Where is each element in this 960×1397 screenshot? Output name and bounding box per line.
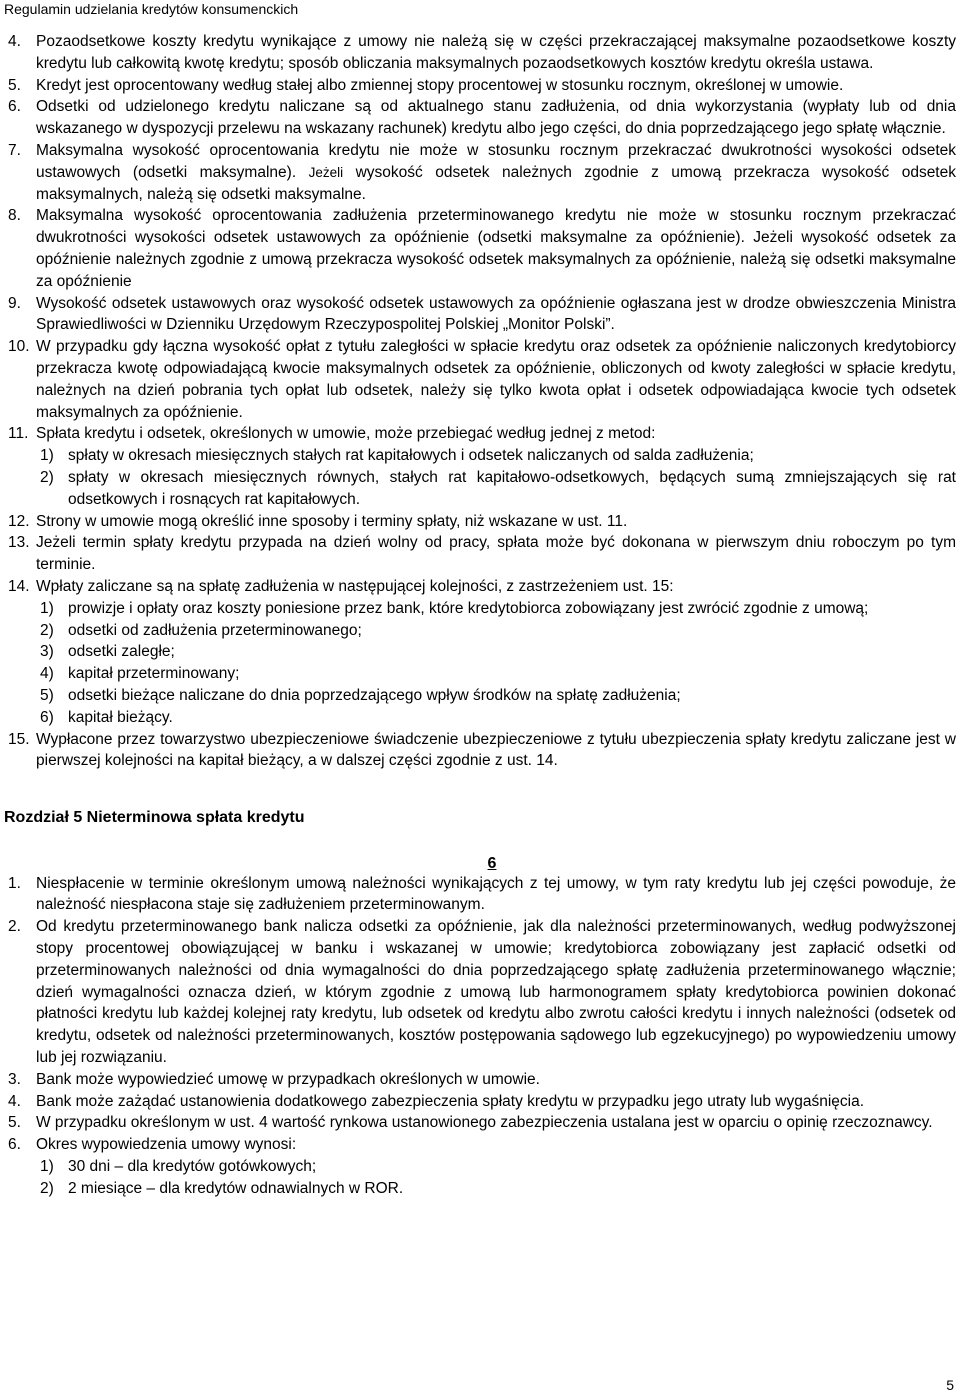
list-item-number: 2. (8, 918, 21, 936)
list-item (8, 1069, 956, 1091)
list-item-text: odsetki od zadłużenia przeterminowanego; (68, 621, 362, 639)
list-item-text-small: Jeżeli (308, 164, 344, 180)
list-item-text: W przypadku określonym w ust. 4 wartość rynkowa ustanowionego zabezpieczenia ustalana jest w oparciu o opinię rzeczoznawcy. (36, 1114, 933, 1132)
list-item (8, 532, 956, 576)
list-item-number: 4. (8, 1092, 21, 1110)
list-item-text: Kredyt jest oprocentowany według stałej albo zmiennej stopy procentowej w stosunku rocznym, określonej w umowie. (36, 76, 844, 94)
list-item-number: 3) (40, 643, 54, 661)
list-item-text: Wpłaty zaliczane są na spłatę zadłużenia w następującej kolejności, z zastrzeżeniem ust. 15: (36, 577, 674, 595)
page-number: 5 (946, 1377, 954, 1393)
list-item-number: 10. (8, 338, 30, 356)
list-item-number: 15. (8, 730, 30, 748)
list-item (8, 916, 956, 1069)
sublist-item (8, 1156, 956, 1178)
list-item-text: kapitał przeterminowany; (68, 665, 240, 683)
list-item-text: Od kredytu przeterminowanego bank nalicza odsetki za opóźnienie, jak dla należności przeterminowanych, według podwyższonej stopy procentowej obowiązującej w banku i wskazanej w umowie; kredytobiorca zobowiązany jest zapłacić odsetki od przeterminowanych należności od dnia wymagalności do dnia poprzedzającego spłatę zadłużenia przeterminowanego włącznie; dzień wymagalności oznacza dzień, w którym zgodnie z umową lub harmonogramem spłaty kredytobiorca powinien dokonać płatności kredytu lub każdej kolejnej raty kredytu, lub odsetek od kredytu albo zwrotu całości kredytu i innych należności (odsetek od kredytu, odsetek od należności przeterminowanych, kosztów postępowania sądowego lub egzekucyjnego) po wypowiedzeniu umowy lub jej rozwiązaniu. (36, 918, 956, 1067)
list-item-text: wysokość odsetek należnych zgodnie z umową przekracza wysokość odsetek maksymalnych, należą się odsetki maksymalne. (36, 163, 956, 203)
list-item-number: 2) (40, 468, 54, 486)
section-4-items-c (8, 511, 956, 598)
list-item (8, 75, 956, 97)
list-item (8, 423, 956, 445)
list-item-number: 1) (40, 599, 54, 617)
list-item-text: prowizje i opłaty oraz koszty poniesione przez bank, które kredytobiorca zobowiązany jest zwrócić zgodnie z umową; (68, 599, 869, 617)
list-item-text: Niespłacenie w terminie określonym umową należności wynikających z tej umowy, w tym raty kredytu lub jej części powoduje, że należność niespłacona staje się zadłużeniem przeterminowanym. (36, 874, 956, 914)
sublist-item (8, 1178, 956, 1200)
list-item-number: 12. (8, 512, 30, 530)
list-item-text: Okres wypowiedzenia umowy wynosi: (36, 1136, 297, 1154)
list-item-number: 5. (8, 76, 21, 94)
list-item-number: 5) (40, 686, 54, 704)
list-item-text: Wysokość odsetek ustawowych oraz wysokość odsetek ustawowych za opóźnienie ogłaszana jest w drodze obwieszczenia Ministra Sprawiedliwości w Dzienniku Urzędowym Rzeczypospolitej Polskiej „Monitor Polski”. (36, 294, 956, 334)
list-item-text: Wypłacone przez towarzystwo ubezpieczeniowe świadczenie ubezpieczeniowe z tytułu ubezpieczenia spłaty kredytu zaliczane jest w pierwszej kolejności na kapitał bieżący, a w dalszej części zgodnie z ust. 14. (36, 730, 956, 770)
list-item-text: W przypadku gdy łączna wysokość opłat z tytułu zaległości w spłacie kredytu oraz odsetek za opóźnienie naliczonych kredytobiorcy przekracza kwotę odpowiadającą kwocie maksymalnych odsetek za opóźnienie, obliczonych od kwoty zaległości w spłacie kredytu, należnych na dzień pobrania tych opłat lub odsetek, należy się tylko kwota opłat i odsetek odpowiadająca kwocie tych odsetek maksymalnych za opóźnienie. (36, 338, 956, 421)
chapter-heading: Rozdział 5 Nieterminowa spłata kredytu (4, 809, 305, 827)
list-item-text: Maksymalna wysokość oprocentowania zadłużenia przeterminowanego kredytu nie może w stosunku rocznym przekraczać dwukrotności wysokości odsetek ustawowych za opóźnienie (odsetki maksymalne za opóźnienie). Jeżeli wysokość odsetek za opóźnienie należnych zgodnie z umową przekracza wysokość odsetek maksymalnych za opóźnienie, należą się odsetki maksymalne za opóźnienie (36, 207, 956, 290)
list-item-text: odsetki bieżące naliczane do dnia poprzedzającego wpływ środków na spłatę zadłużenia; (68, 686, 681, 704)
running-header: Regulamin udzielania kredytów konsumenckich (4, 1, 299, 17)
paragraph-number: 6 (487, 854, 497, 872)
list-item-number: 4. (8, 33, 21, 50)
list-item-text: Bank może zażądać ustanowienia dodatkowego zabezpieczenia spłaty kredytu w przypadku jego utraty lub wygaśnięcia. (36, 1092, 865, 1110)
list-item-text: Strony w umowie mogą określić inne sposoby i terminy spłaty, niż wskazane w ust. 11. (36, 512, 628, 530)
sublist-item (8, 663, 956, 685)
sublist-item (8, 467, 956, 511)
list-item-number: 6) (40, 708, 54, 726)
list-item-number: 13. (8, 534, 30, 552)
list-item (8, 293, 956, 337)
list-item-number: 1. (8, 874, 21, 892)
list-item-number: 5. (8, 1114, 21, 1132)
list-item-number: 1) (40, 1158, 54, 1176)
list-item-text: Spłata kredytu i odsetek, określonych w umowie, może przebiegać według jednej z metod: (36, 425, 656, 443)
list-item-number: 8. (8, 207, 21, 225)
list-item-number: 14. (8, 577, 30, 595)
list-item-text: 2 miesiące – dla kredytów odnawialnych w ROR. (68, 1179, 404, 1197)
list-item (8, 96, 956, 140)
list-item-text: Maksymalna wysokość oprocentowania kredytu nie może w stosunku rocznym przekraczać dwukrotności wysokości odsetek ustawowych (odsetki maksymalne). (36, 141, 956, 181)
sublist-item (8, 641, 956, 663)
sublist-item (8, 598, 956, 620)
list-item (8, 31, 956, 75)
list-item-number: 7. (8, 141, 21, 159)
sublist-item (8, 445, 956, 467)
list-item-number: 4) (40, 665, 54, 683)
list-item (8, 1134, 956, 1156)
list-item-number: 11. (8, 425, 29, 443)
list-item-number: 2) (40, 621, 54, 639)
list-item-text: 30 dni – dla kredytów gotówkowych; (68, 1158, 317, 1176)
list-item-text: kapitał bieżący. (68, 708, 173, 726)
list-item-number: 6. (8, 98, 21, 116)
list-item (8, 729, 956, 773)
list-item-text: odsetki zaległe; (68, 643, 175, 661)
list-item-number: 1) (40, 447, 54, 465)
sublist-6 (8, 1156, 956, 1200)
section-4-items-a (8, 31, 956, 140)
list-item-text: spłaty w okresach miesięcznych równych, stałych rat kapitałowo-odsetkowych, będących sumą zmniejszających się rat odsetkowych i rosnących rat kapitałowych. (68, 468, 956, 508)
sublist-11 (8, 445, 956, 510)
list-item (8, 1112, 956, 1134)
sublist-14 (8, 598, 956, 729)
list-item-number: 9. (8, 294, 21, 312)
list-item-number: 2) (40, 1179, 54, 1197)
list-item (8, 873, 956, 917)
list-item (8, 1091, 956, 1113)
list-item-text: Jeżeli termin spłaty kredytu przypada na dzień wolny od pracy, spłata może być dokonana w pierwszym dniu roboczym po tym terminie. (36, 534, 956, 574)
list-item-7 (8, 140, 956, 205)
list-item-text: spłaty w okresach miesięcznych stałych rat kapitałowych i odsetek naliczanych od salda zadłużenia; (68, 447, 754, 465)
section-4-items-b (8, 205, 956, 445)
section-6-items (8, 873, 956, 1156)
list-item (8, 511, 956, 533)
list-item-text: Pozaodsetkowe koszty kredytu wynikające z umowy nie należą się w części przekraczającej maksymalne pozaodsetkowe koszty kredytu lub całkowitą kwotę kredytu; sposób obliczania maksymalnych pozaodsetkowych kosztów kredytu określa ustawa. (36, 33, 956, 72)
sublist-item (8, 707, 956, 729)
list-item-number: 3. (8, 1070, 21, 1088)
list-item-text: Bank może wypowiedzieć umowę w przypadkach określonych w umowie. (36, 1070, 540, 1088)
sublist-item (8, 620, 956, 642)
list-item-text: Odsetki od udzielonego kredytu naliczane są od aktualnego stanu zadłużenia, od dnia wykorzystania (wypłaty lub od dnia wskazanego w dyspozycji przelewu na wskazany rachunek) kredytu albo jego części, do dnia poprzedzającego jego spłatę włącznie. (36, 98, 956, 138)
sublist-item (8, 685, 956, 707)
document-body (4, 31, 956, 1200)
list-item (8, 576, 956, 598)
section-4-items-d (8, 729, 956, 773)
list-item-number: 6. (8, 1136, 21, 1154)
list-item (8, 336, 956, 423)
list-item (8, 205, 956, 292)
